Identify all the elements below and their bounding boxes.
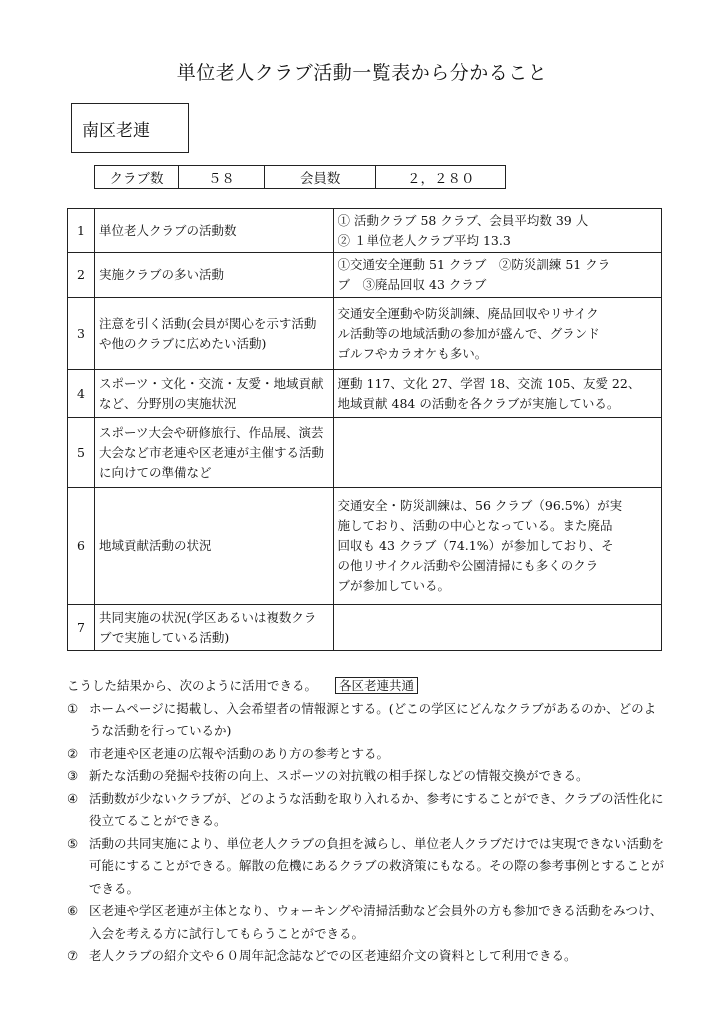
table-row <box>68 488 662 605</box>
table-row <box>68 418 662 488</box>
row-result: ① 活動クラブ 58 クラブ、会員平均数 39 人 ② １単位老人クラブ平均 13.3 <box>333 209 661 253</box>
list-item: ④ 活動数が少ないクラブが、どのような活動を取り入れるか、参考にすることができ、クラブの活性化に役立てることができる。 <box>67 790 664 828</box>
row-result: 交通安全運動や防災訓練、廃品回収やリサイク ル活動等の地域活動の参加が盛んで、グランド ゴルフやカラオケも多い。 <box>333 298 661 370</box>
row-number: 6 <box>68 488 95 605</box>
page-title: 単位老人クラブ活動一覧表から分かること <box>176 62 548 84</box>
row-item: 共同実施の状況(学区あるいは複数クラブで実施している活動) <box>94 605 333 651</box>
district-label: 南区老連 <box>71 103 189 153</box>
row-result <box>333 418 661 488</box>
usage-intro: こうした結果から、次のように活用できる。 各区老連共通 <box>67 675 667 698</box>
clubs-label: クラブ数 <box>95 166 179 189</box>
row-item: 実施クラブの多い活動 <box>94 253 333 298</box>
row-item: スポーツ大会や研修旅行、作品展、演芸大会など市老連や区老連が主催する活動に向けての準備など <box>94 418 333 488</box>
row-number: 5 <box>68 418 95 488</box>
list-item: ⑦ 老人クラブの紹介文や６０周年記念誌などでの区老連紹介文の資料として利用できる。 <box>67 948 577 963</box>
row-number: 3 <box>68 298 95 370</box>
row-result: 交通安全・防災訓練は、56 クラブ（96.5%）が実 施しており、活動の中心となっている。また廃品 回収も 43 クラブ（74.1%）が参加しており、そ の他リサイクル活動や公園清掃にも多くのクラ ブが参加している。 <box>333 488 661 605</box>
activity-table <box>67 208 662 651</box>
list-item: ③ 新たな活動の発掘や技術の向上、スポーツの対抗戦の相手探しなどの情報交換ができる。 <box>67 768 589 783</box>
table-row <box>68 253 662 298</box>
table-row <box>68 370 662 418</box>
usage-section <box>67 675 667 968</box>
table-row <box>68 605 662 651</box>
row-result: 運動 117、文化 27、学習 18、交流 105、友愛 22、 地域貢献 484 の活動を各クラブが実施している。 <box>333 370 661 418</box>
list-item: ① ホームページに掲載し、入会希望者の情報源とする。(どこの学区にどんなクラブがあるのか、どのような活動を行っているか) <box>67 700 657 738</box>
table-row <box>68 298 662 370</box>
list-item: ⑥ 区老連や学区老連が主体となり、ウォーキングや清掃活動など会員外の方も参加できる活動をみつけ、入会を考える方に試行してもらうことができる。 <box>67 903 663 941</box>
stats-table <box>94 165 506 189</box>
row-number: 7 <box>68 605 95 651</box>
row-result <box>333 605 661 651</box>
row-number: 1 <box>68 209 95 253</box>
row-number: 2 <box>68 253 95 298</box>
row-number: 4 <box>68 370 95 418</box>
table-row <box>68 209 662 253</box>
list-item: ② 市老連や区老連の広報や活動のあり方の参考とする。 <box>67 745 390 761</box>
common-tag: 各区老連共通 <box>335 677 418 694</box>
members-value: ２，２８０ <box>376 166 506 189</box>
list-item: ⑤ 活動の共同実施により、単位老人クラブの負担を減らし、単位老人クラブだけでは実現できない活動を可能にすることができる。解散の危機にあるクラブの救済策にもなる。その際の参考事例とすることができる。 <box>67 835 665 896</box>
members-label: 会員数 <box>264 166 376 189</box>
row-item: スポーツ・文化・交流・友愛・地域貢献など、分野別の実施状況 <box>94 370 333 418</box>
row-item: 注意を引く活動(会員が関心を示す活動や他のクラブに広めたい活動) <box>94 298 333 370</box>
row-item: 地域貢献活動の状況 <box>94 488 333 605</box>
row-result: ①交通安全運動 51 クラブ ②防災訓練 51 クラ ブ ③廃品回収 43 クラブ <box>333 253 661 298</box>
row-item: 単位老人クラブの活動数 <box>94 209 333 253</box>
clubs-value: ５８ <box>178 166 264 189</box>
